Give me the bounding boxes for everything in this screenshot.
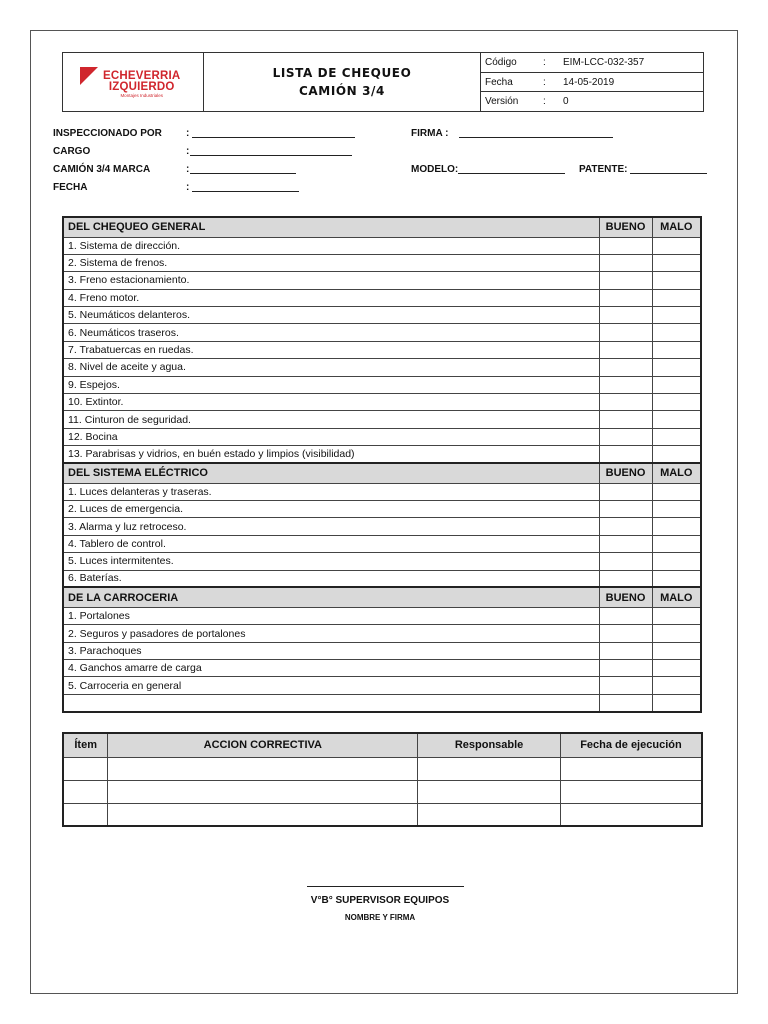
malo-check-cell[interactable] [652, 394, 701, 411]
checklist-item-label: 6. Baterías. [63, 570, 599, 587]
action-row [63, 757, 702, 780]
checklist-row [63, 660, 701, 677]
meta-row-version [481, 92, 703, 111]
cargo-input-line[interactable] [190, 155, 352, 156]
meta-key: Código [485, 56, 517, 68]
checklist-item-label: 4. Ganchos amarre de carga [63, 660, 599, 677]
col-malo: MALO [652, 463, 701, 483]
checklist-row [63, 518, 701, 535]
logo-line-1: ECHEVERRIA [103, 70, 181, 82]
signature-subtitle: NOMBRE Y FIRMA [344, 913, 416, 922]
checklist-item-label: 3. Freno estacionamiento. [63, 272, 599, 289]
fecha-cell[interactable] [560, 780, 702, 803]
bueno-check-cell[interactable] [599, 376, 652, 393]
document-header [62, 52, 704, 112]
checklist-item-label: 7. Trabatuercas en ruedas. [63, 341, 599, 358]
checklist-row [63, 411, 701, 428]
bueno-check-cell[interactable] [599, 254, 652, 271]
meta-value: 14-05-2019 [563, 76, 615, 88]
checklist-item-label: 6. Neumáticos traseros. [63, 324, 599, 341]
checklist-item-label: 11. Cinturon de seguridad. [63, 411, 599, 428]
bueno-check-cell[interactable] [599, 500, 652, 517]
fecha-cell[interactable] [560, 803, 702, 826]
malo-check-cell[interactable] [652, 324, 701, 341]
malo-check-cell[interactable] [652, 359, 701, 376]
checklist-item-label: 5. Luces intermitentes. [63, 553, 599, 570]
bueno-check-cell[interactable] [599, 553, 652, 570]
col-malo: MALO [652, 587, 701, 607]
bueno-check-cell[interactable] [599, 518, 652, 535]
checklist-row [63, 694, 701, 711]
malo-check-cell[interactable] [652, 642, 701, 659]
bueno-check-cell[interactable] [599, 483, 652, 500]
malo-check-cell[interactable] [652, 607, 701, 624]
checklist-row [63, 307, 701, 324]
bueno-check-cell[interactable] [599, 324, 652, 341]
responsable-cell[interactable] [418, 803, 561, 826]
malo-check-cell[interactable] [652, 535, 701, 552]
bueno-check-cell[interactable] [599, 694, 652, 711]
action-row [63, 780, 702, 803]
meta-sep: : [543, 76, 546, 88]
checklist-row [63, 289, 701, 306]
bueno-check-cell[interactable] [599, 677, 652, 694]
checklist-row [63, 570, 701, 587]
meta-value: 0 [563, 96, 569, 108]
meta-row-codigo [481, 53, 703, 73]
checklist-row [63, 677, 701, 694]
malo-check-cell[interactable] [652, 625, 701, 642]
meta-sep: : [543, 56, 546, 68]
fecha-input-line[interactable] [192, 191, 299, 192]
bueno-check-cell[interactable] [599, 341, 652, 358]
checklist-item-label: 2. Sistema de frenos. [63, 254, 599, 271]
checklist-item-label: 5. Neumáticos delanteros. [63, 307, 599, 324]
bueno-check-cell[interactable] [599, 625, 652, 642]
section-header-row [63, 217, 701, 237]
checklist-item-label: 12. Bocina [63, 428, 599, 445]
checklist-row [63, 446, 701, 463]
malo-check-cell[interactable] [652, 428, 701, 445]
col-item: Ítem [63, 733, 108, 757]
checklist-row [63, 535, 701, 552]
checklist-item-label: 3. Alarma y luz retroceso. [63, 518, 599, 535]
responsable-cell[interactable] [418, 780, 561, 803]
logo-line-2: IZQUIERDO [108, 81, 175, 93]
colon: : [186, 146, 190, 157]
patente-input-line[interactable] [630, 173, 707, 174]
colon: : [186, 164, 190, 175]
bueno-check-cell[interactable] [599, 307, 652, 324]
malo-check-cell[interactable] [652, 500, 701, 517]
responsable-cell[interactable] [418, 757, 561, 780]
item-cell[interactable] [63, 780, 108, 803]
action-header-row [63, 733, 702, 757]
checklist-item-label: 10. Extintor. [63, 394, 599, 411]
company-logo [63, 53, 204, 111]
col-bueno: BUENO [599, 463, 652, 483]
label-firma: FIRMA : [411, 128, 449, 139]
checklist-item-label: 13. Parabrisas y vidrios, en buén estado y limpios (visibilidad) [63, 446, 599, 463]
colon: : [186, 182, 190, 193]
meta-key: Versión [485, 96, 519, 108]
malo-check-cell[interactable] [652, 483, 701, 500]
checklist-item-label: 1. Portalones [63, 607, 599, 624]
checklist-item-label [63, 694, 599, 711]
checklist-row [63, 553, 701, 570]
malo-check-cell[interactable] [652, 376, 701, 393]
firma-input-line[interactable] [459, 137, 613, 138]
malo-check-cell[interactable] [652, 237, 701, 254]
item-cell[interactable] [63, 803, 108, 826]
checklist-row [63, 324, 701, 341]
checklist-item-label: 5. Carroceria en general [63, 677, 599, 694]
logo-line-3: Montajes Industriales [120, 93, 163, 98]
colon: : [186, 128, 190, 139]
bueno-check-cell[interactable] [599, 289, 652, 306]
document-title [204, 53, 481, 111]
document-meta [481, 53, 703, 111]
action-row [63, 803, 702, 826]
corrective-action-table [62, 732, 703, 827]
malo-check-cell[interactable] [652, 694, 701, 711]
malo-check-cell[interactable] [652, 660, 701, 677]
bueno-check-cell[interactable] [599, 642, 652, 659]
checklist-item-label: 4. Freno motor. [63, 289, 599, 306]
checklist-row [63, 607, 701, 624]
col-responsable: Responsable [418, 733, 561, 757]
malo-check-cell[interactable] [652, 446, 701, 463]
bueno-check-cell[interactable] [599, 359, 652, 376]
accion-cell[interactable] [108, 780, 418, 803]
bueno-check-cell[interactable] [599, 570, 652, 587]
checklist-row [63, 254, 701, 271]
bueno-check-cell[interactable] [599, 237, 652, 254]
section-header-row [63, 587, 701, 607]
section-title: DEL CHEQUEO GENERAL [63, 217, 599, 237]
col-accion: ACCION CORRECTIVA [108, 733, 418, 757]
section-title: DE LA CARROCERIA [63, 587, 599, 607]
logo-triangle-icon [80, 67, 98, 85]
label-inspeccionado: INSPECCIONADO POR [53, 128, 162, 139]
item-cell[interactable] [63, 757, 108, 780]
col-fecha: Fecha de ejecución [560, 733, 702, 757]
malo-check-cell[interactable] [652, 677, 701, 694]
checklist-item-label: 1. Sistema de dirección. [63, 237, 599, 254]
marca-input-line[interactable] [190, 173, 296, 174]
bueno-check-cell[interactable] [599, 607, 652, 624]
malo-check-cell[interactable] [652, 341, 701, 358]
checklist-row [63, 500, 701, 517]
label-fecha: FECHA [53, 182, 88, 193]
label-camion-marca: CAMIÓN 3/4 MARCA [53, 164, 151, 175]
checklist-row [63, 272, 701, 289]
checklist-row [63, 625, 701, 642]
col-bueno: BUENO [599, 217, 652, 237]
checklist-item-label: 9. Espejos. [63, 376, 599, 393]
checklist-item-label: 8. Nivel de aceite y agua. [63, 359, 599, 376]
label-cargo: CARGO [53, 146, 91, 157]
signature-title: V°B° SUPERVISOR EQUIPOS [310, 895, 450, 906]
accion-cell[interactable] [108, 757, 418, 780]
meta-sep: : [543, 96, 546, 108]
malo-check-cell[interactable] [652, 570, 701, 587]
checklist-item-label: 1. Luces delanteras y traseras. [63, 483, 599, 500]
section-header-row [63, 463, 701, 483]
meta-value: EIM-LCC-032-357 [563, 56, 645, 68]
checklist-row [63, 237, 701, 254]
title-line-2: CAMIÓN 3/4 [298, 84, 385, 98]
fecha-cell[interactable] [560, 757, 702, 780]
bueno-check-cell[interactable] [599, 535, 652, 552]
col-malo: MALO [652, 217, 701, 237]
title-line-1: LISTA DE CHEQUEO [272, 66, 412, 80]
checklist-table [62, 216, 702, 713]
malo-check-cell[interactable] [652, 272, 701, 289]
checklist-item-label: 2. Seguros y pasadores de portalones [63, 625, 599, 642]
checklist-row [63, 341, 701, 358]
bueno-check-cell[interactable] [599, 411, 652, 428]
checklist-row [63, 483, 701, 500]
bueno-check-cell[interactable] [599, 660, 652, 677]
signature-line[interactable] [307, 886, 464, 887]
checklist-item-label: 3. Parachoques [63, 642, 599, 659]
checklist-row [63, 359, 701, 376]
bueno-check-cell[interactable] [599, 428, 652, 445]
malo-check-cell[interactable] [652, 307, 701, 324]
section-title: DEL SISTEMA ELÉCTRICO [63, 463, 599, 483]
bueno-check-cell[interactable] [599, 446, 652, 463]
checklist-row [63, 428, 701, 445]
malo-check-cell[interactable] [652, 411, 701, 428]
malo-check-cell[interactable] [652, 254, 701, 271]
checklist-row [63, 376, 701, 393]
checklist-row [63, 394, 701, 411]
checklist-item-label: 2. Luces de emergencia. [63, 500, 599, 517]
checklist-row [63, 642, 701, 659]
meta-row-fecha [481, 73, 703, 93]
bueno-check-cell[interactable] [599, 272, 652, 289]
malo-check-cell[interactable] [652, 289, 701, 306]
label-patente: PATENTE: [579, 164, 628, 175]
bueno-check-cell[interactable] [599, 394, 652, 411]
modelo-input-line[interactable] [458, 173, 565, 174]
malo-check-cell[interactable] [652, 553, 701, 570]
col-bueno: BUENO [599, 587, 652, 607]
checklist-item-label: 4. Tablero de control. [63, 535, 599, 552]
meta-key: Fecha [485, 76, 513, 88]
label-modelo: MODELO: [411, 164, 459, 175]
malo-check-cell[interactable] [652, 518, 701, 535]
inspeccionado-input-line[interactable] [192, 137, 355, 138]
accion-cell[interactable] [108, 803, 418, 826]
